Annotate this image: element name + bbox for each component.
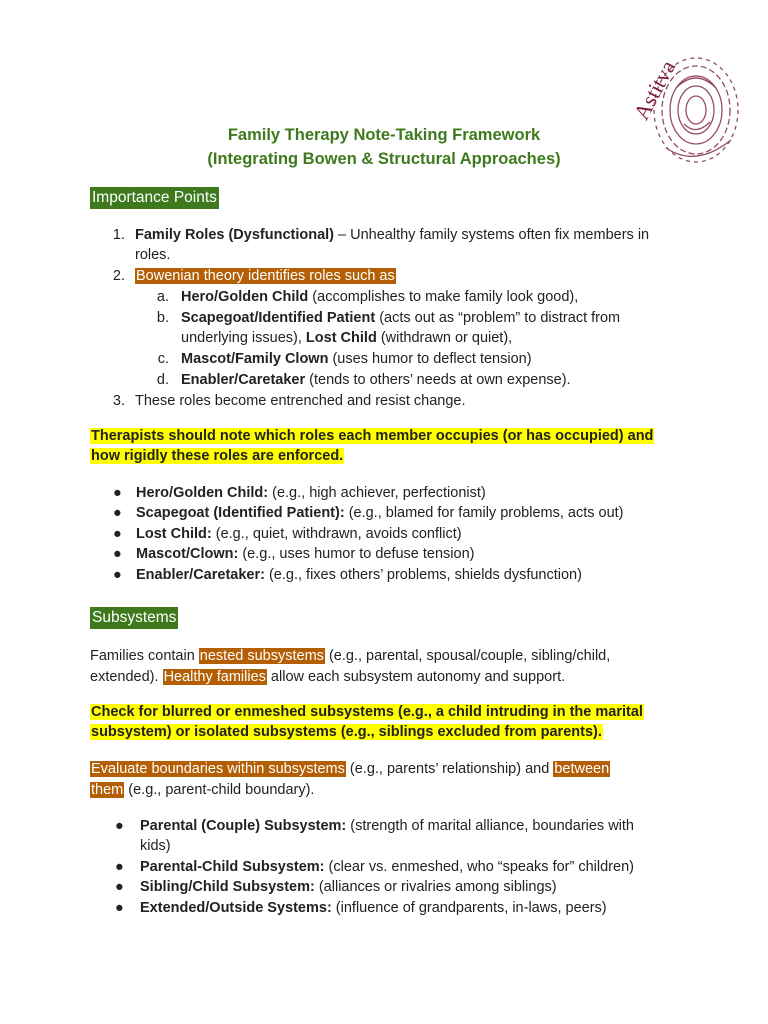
section-header-subsystems: Subsystems	[90, 607, 178, 629]
highlight-orange: Bowenian theory identifies roles such as	[136, 268, 395, 284]
list-item-text: (influence of grandparents, in-laws, peers)	[331, 900, 607, 916]
paragraph-text: extended).	[90, 669, 163, 685]
list-number: 1.	[112, 227, 125, 243]
sub-item-text: (tends to others’ needs at own expense).	[305, 372, 571, 388]
list-item	[135, 225, 649, 245]
sub-item-continued	[181, 328, 512, 348]
list-item-label: Mascot/Clown:	[136, 546, 239, 562]
list-item-text: (e.g., fixes others’ problems, shields dysfunction)	[264, 567, 582, 583]
list-item-label: Parental-Child Subsystem:	[140, 859, 325, 875]
list-number: 3.	[112, 393, 125, 409]
sub-item	[181, 287, 578, 307]
list-item	[136, 565, 582, 585]
subsystems-paragraph-line1	[90, 646, 610, 666]
list-item	[140, 857, 634, 877]
boundaries-paragraph-line1	[90, 759, 610, 779]
sub-letter: d.	[156, 372, 169, 388]
bullet-icon: ●	[113, 526, 122, 542]
sub-letter: c.	[157, 351, 169, 367]
list-item-label: Parental (Couple) Subsystem:	[140, 818, 347, 834]
list-number: 2.	[112, 268, 125, 284]
highlight-orange: between	[554, 761, 610, 777]
sub-item-text: (accomplishes to make family look good),	[308, 289, 579, 305]
bullet-icon: ●	[115, 818, 124, 834]
sub-item	[181, 308, 620, 328]
sub-item-label: Mascot/Family Clown	[181, 351, 329, 367]
bullet-icon: ●	[115, 900, 124, 916]
paragraph-text: allow each subsystem autonomy and support.	[266, 669, 566, 685]
sub-item-label: Enabler/Caretaker	[181, 372, 306, 388]
list-item	[140, 898, 607, 918]
therapist-note-line1	[90, 426, 654, 446]
sub-item-label: Lost Child	[305, 330, 377, 346]
sub-item-text: (uses humor to deflect tension)	[328, 351, 532, 367]
list-item-label: Family Roles (Dysfunctional)	[135, 227, 335, 243]
sub-item	[181, 349, 532, 369]
list-item	[140, 816, 634, 836]
list-item-text: (e.g., uses humor to defuse tension)	[238, 546, 475, 562]
sub-letter: a.	[156, 289, 169, 305]
highlight-yellow: how rigidly these roles are enforced.	[91, 448, 344, 464]
paragraph-text: (e.g., parents’ relationship) and	[345, 761, 554, 777]
list-item-text: (alliances or rivalries among siblings)	[314, 879, 557, 895]
sub-item-label: Scapegoat/Identified Patient	[181, 310, 376, 326]
list-item-label: Lost Child:	[136, 526, 212, 542]
sub-item	[181, 370, 571, 390]
list-item-label: Extended/Outside Systems:	[140, 900, 332, 916]
list-item-text: (e.g., blamed for family problems, acts out)	[344, 505, 624, 521]
highlight-yellow: Therapists should note which roles each member occupies (or has occupied) and	[91, 428, 654, 444]
paragraph-text: (e.g., parent-child boundary).	[124, 782, 315, 798]
highlight-orange: Healthy families	[163, 669, 266, 685]
section-header-importance: Importance Points	[90, 187, 219, 209]
list-item-label: Sibling/Child Subsystem:	[140, 879, 315, 895]
list-item-label: Hero/Golden Child:	[136, 485, 269, 501]
list-item-text: – Unhealthy family systems often fix members in	[334, 227, 650, 243]
list-item	[136, 544, 474, 564]
list-item-label: Enabler/Caretaker:	[136, 567, 265, 583]
list-item: These roles become entrenched and resist change.	[135, 393, 466, 409]
highlight-orange: them	[91, 782, 124, 798]
paragraph-text: Families contain	[90, 648, 199, 664]
bullet-icon: ●	[113, 546, 122, 562]
list-item-continued: roles.	[135, 247, 171, 263]
list-item	[140, 877, 557, 897]
bullet-icon: ●	[115, 879, 124, 895]
boundaries-paragraph-line2	[90, 780, 314, 800]
bullet-icon: ●	[115, 859, 124, 875]
check-note-line1	[90, 702, 644, 722]
therapist-note-line2	[90, 446, 344, 466]
list-item	[136, 524, 462, 544]
list-item	[136, 503, 624, 523]
fingerprint-icon	[606, 28, 756, 168]
bullet-icon: ●	[113, 485, 122, 501]
subsystems-paragraph-line2	[90, 667, 565, 687]
astitva-logo	[606, 28, 756, 168]
logo-text: Astitva	[628, 56, 681, 124]
bullet-icon: ●	[113, 567, 122, 583]
list-item	[136, 483, 486, 503]
list-item-label: Scapegoat (Identified Patient):	[136, 505, 345, 521]
doc-title-line2: (Integrating Bowen & Structural Approaches)	[207, 150, 561, 168]
doc-title-line1: Family Therapy Note-Taking Framework	[227, 126, 541, 144]
check-note-line2	[90, 722, 603, 742]
list-item-text: (clear vs. enmeshed, who “speaks for” children)	[324, 859, 634, 875]
sub-item-text: (withdrawn or quiet),	[376, 330, 513, 346]
list-item-continued: kids)	[140, 838, 171, 854]
sub-item-text: (acts out as “problem” to distract from	[375, 310, 621, 326]
list-item-text: (strength of marital alliance, boundaries with	[346, 818, 634, 834]
bullet-icon: ●	[113, 505, 122, 521]
list-item-text: (e.g., quiet, withdrawn, avoids conflict)	[211, 526, 462, 542]
list-item	[135, 266, 396, 286]
sub-item-label: Hero/Golden Child	[181, 289, 309, 305]
list-item-text: (e.g., high achiever, perfectionist)	[268, 485, 486, 501]
sub-letter: b.	[156, 310, 169, 326]
highlight-orange: Evaluate boundaries within subsystems	[91, 761, 345, 777]
sub-item-text: underlying issues),	[181, 330, 306, 346]
highlight-yellow: Check for blurred or enmeshed subsystems (e.g., a child intruding in the marital	[91, 704, 643, 720]
highlight-orange: nested subsystems	[199, 648, 324, 664]
paragraph-text: (e.g., parental, spousal/couple, sibling/child,	[324, 648, 611, 664]
highlight-yellow: subsystem) or isolated subsystems (e.g., siblings excluded from parents).	[91, 724, 602, 740]
